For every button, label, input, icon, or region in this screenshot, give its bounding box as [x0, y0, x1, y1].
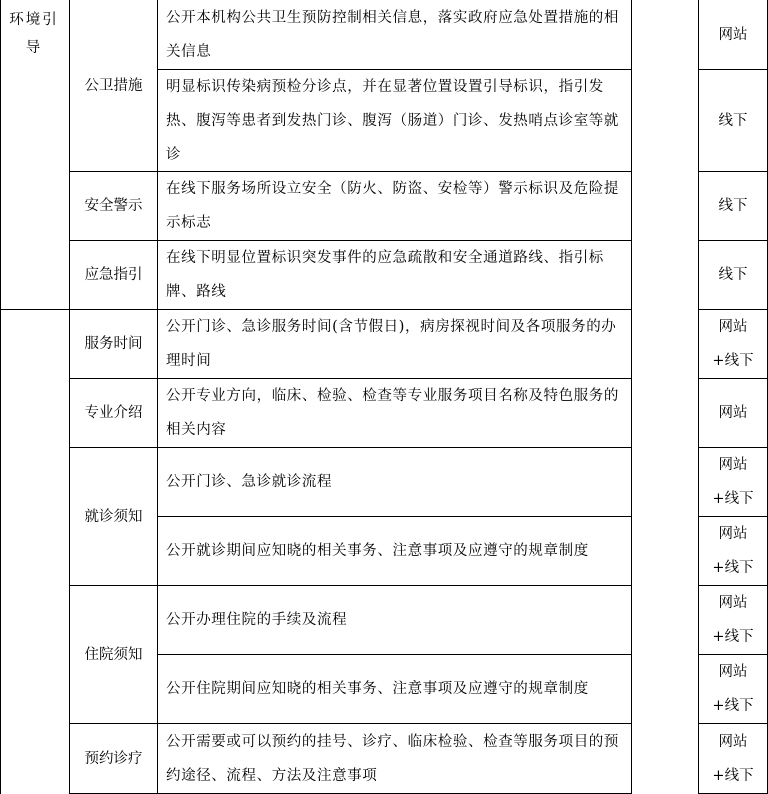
subcategory-label: 就诊须知: [84, 508, 143, 525]
description-text: 公开就诊期间应知晓的相关事务、注意事项及应遵守的规章制度: [166, 543, 589, 559]
description-text: 在线下服务场所设立安全（防火、防盗、安检等）警示标识及危险提示标志: [166, 181, 619, 231]
description-cell: [158, 0, 631, 69]
grid-line: [631, 0, 632, 794]
description-cell: [158, 724, 631, 793]
subcategory-label: 公卫措施: [84, 77, 143, 94]
description-text: 公开专业方向，临床、检验、检查等专业服务项目名称及特色服务的相关内容: [166, 388, 619, 438]
description-text: 公开门诊、急诊服务时间(含节假日)，病房探视时间及各项服务的办理时间: [166, 319, 617, 369]
description-cell: [158, 310, 631, 378]
channel-cell: [706, 0, 760, 69]
channel-label: 线下: [718, 267, 748, 283]
description-cell: [158, 655, 631, 723]
channel-cell: [706, 310, 760, 378]
subcategory-cell: [70, 448, 157, 585]
subcategory-cell: [70, 0, 157, 171]
subcategory-cell: [70, 241, 157, 309]
channel-cell: [706, 379, 760, 447]
grid-line: [698, 0, 699, 794]
subcategory-cell: [70, 172, 157, 240]
description-cell: [158, 517, 631, 585]
subcategory-cell: [70, 724, 157, 793]
subcategory-label: 专业介绍: [84, 405, 143, 421]
subcategory-label: 应急指引: [84, 267, 143, 283]
subcategory-label: 安全警示: [84, 198, 143, 214]
channel-cell: [706, 448, 760, 516]
channel-label: 网站+线下: [712, 595, 754, 645]
subcategory-cell: [70, 586, 157, 723]
description-text: 公开办理住院的手续及流程: [166, 612, 348, 628]
description-text: 公开本机构公共卫生预防控制相关信息，落实政府应急处置措施的相关信息: [166, 9, 619, 60]
category-cell: [4, 2, 64, 68]
channel-label: 线下: [718, 198, 748, 214]
channel-cell: [706, 172, 760, 240]
description-text: 明显标识传染病预检分诊点，并在显著位置设置引导标识，指引发热、腹泻等患者到发热门诊、腹泻（肠道）门诊、发热哨点诊室等就诊: [166, 78, 619, 163]
channel-label: 网站+线下: [712, 733, 754, 784]
description-cell: [158, 70, 631, 171]
subcategory-label: 服务时间: [84, 336, 143, 352]
channel-cell: [706, 70, 760, 171]
description-cell: [158, 379, 631, 447]
channel-label: 网站+线下: [712, 664, 754, 714]
subcategory-cell: [70, 379, 157, 447]
channel-label: 线下: [718, 112, 748, 129]
description-cell: [158, 241, 631, 309]
channel-cell: [706, 724, 760, 793]
channel-cell: [706, 517, 760, 585]
subcategory-label: 预约诊疗: [84, 750, 143, 767]
category-label: 环境引导: [9, 12, 59, 56]
grid-line: [0, 0, 1, 794]
description-cell: [158, 172, 631, 240]
channel-label: 网站: [718, 405, 748, 421]
description-text: 公开门诊、急诊就诊流程: [166, 474, 333, 490]
description-text: 在线下明显位置标识突发事件的应急疏散和安全通道路线、指引标牌、路线: [166, 250, 604, 300]
description-text: 公开需要或可以预约的挂号、诊疗、临床检验、检查等服务项目的预约途径、流程、方法及注意事项: [166, 733, 619, 784]
subcategory-cell: [70, 310, 157, 378]
channel-cell: [706, 655, 760, 723]
channel-label: 网站: [718, 26, 748, 43]
description-text: 公开住院期间应知晓的相关事务、注意事项及应遵守的规章制度: [166, 681, 589, 697]
channel-cell: [706, 241, 760, 309]
channel-label: 网站+线下: [712, 457, 754, 507]
description-cell: [158, 586, 631, 654]
description-cell: [158, 448, 631, 516]
channel-label: 网站+线下: [712, 319, 754, 369]
subcategory-label: 住院须知: [84, 646, 143, 663]
channel-label: 网站+线下: [712, 526, 754, 576]
channel-cell: [706, 586, 760, 654]
